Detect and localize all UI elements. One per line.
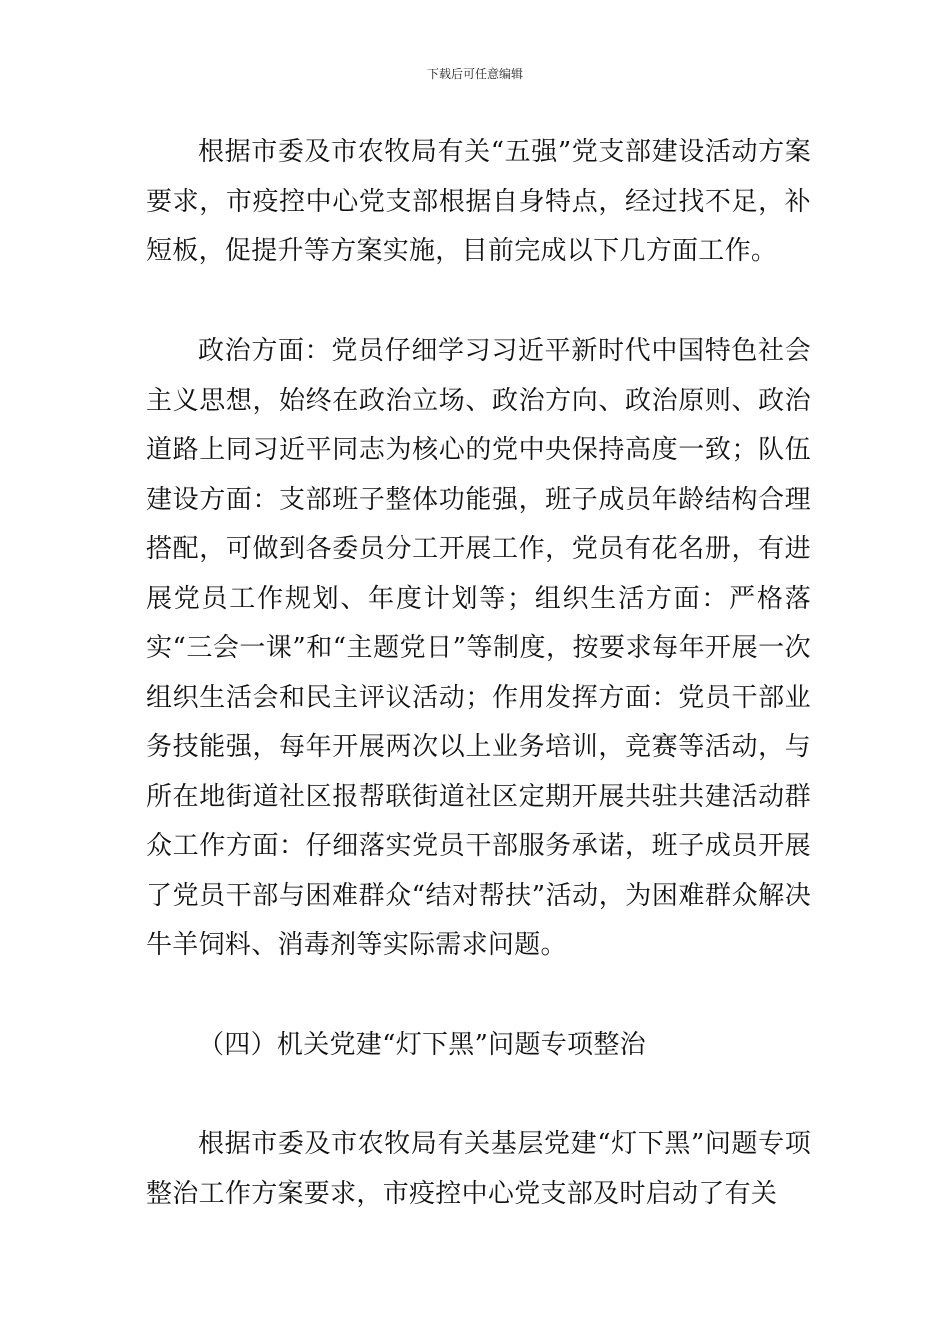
paragraph-special-rectification: 根据市委及市农牧局有关基层党建“灯下黑”问题专项整治工作方案要求，市疫控中心党支部及时启动了有关 [146, 1129, 811, 1209]
paragraph-work-aspects: 政治方面：党员仔细学习习近平新时代中国特色社会主义思想，始终在政治立场、政治方向、政治原则、政治道路上同习近平同志为核心的党中央保持高度一致；队伍建设方面：支部班子整体功能强，班子成员年龄结构合理搭配，可做到各委员分工开展工作，党员有花名册，有进展党员工作规划、年度计划等；组织生活方面：严格落实“三会一课”和“主题党日”等制度，按要求每年开展一次组织生活会和民主评议活动；作用发挥方面：党员干部业务技能强，每年开展两次以上业务培训，竞赛等活动，与所在地街道社区报帮联街道社区定期开展共驻共建活动群众工作方面：仔细落实党员干部服务承诺，班子成员开展了党员干部与困难群众“结对帮扶”活动，为困难群众解决牛羊饲料、消毒剂等实际需求问题。 [146, 336, 811, 960]
section-heading: （四）机关党建“灯下黑”问题专项整治 [198, 1030, 646, 1060]
header-note: 下载后可任意编辑 [426, 67, 523, 81]
paragraph-five-strong-branch: 根据市委及市农牧局有关“五强”党支部建设活动方案要求，市疫控中心党支部根据自身特点，经过找不足，补短板，促提升等方案实施，目前完成以下几方面工作。 [146, 137, 811, 266]
